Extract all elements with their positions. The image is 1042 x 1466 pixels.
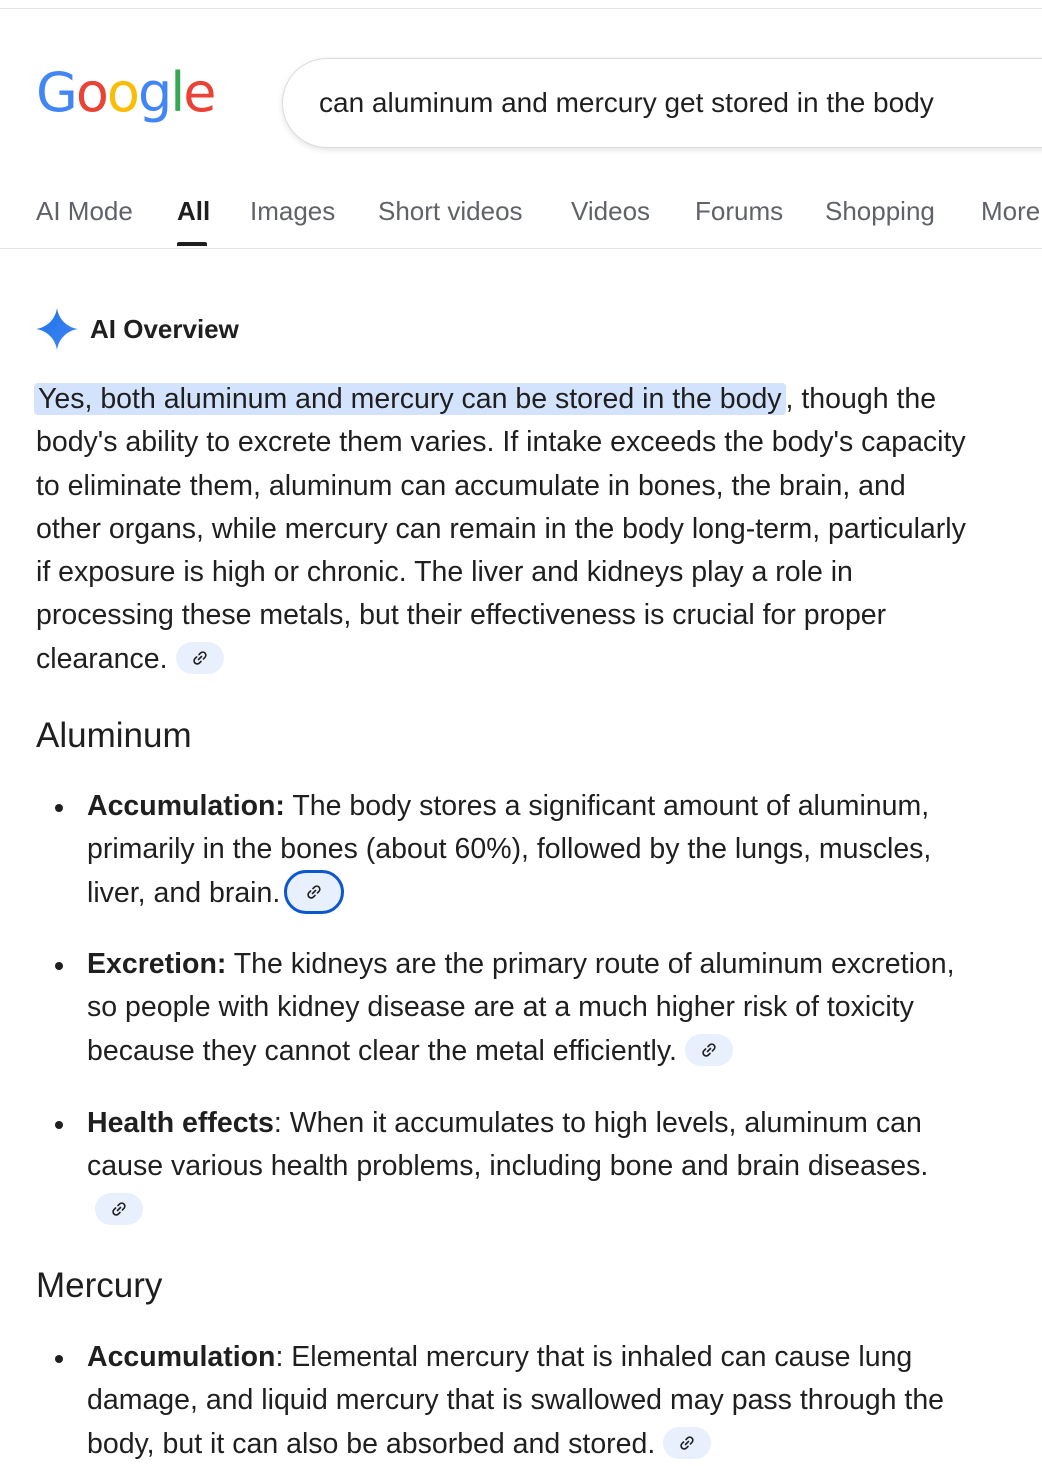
logo-letter: g [137,61,171,124]
tab-images[interactable] [250,192,336,248]
item-text: : When it accumulates to high levels, aluminum can cause various health problems, including bone and brain diseases. [87,1107,929,1183]
search-box[interactable] [282,58,1042,148]
logo-letter: l [170,61,184,124]
tabs-divider [0,248,1042,249]
item-term: Accumulation [87,1341,276,1373]
top-divider [0,8,1042,9]
aluminum-list-3 [36,1102,976,1232]
tab-all[interactable] [177,192,211,248]
logo-letter: G [36,61,76,124]
citation-button[interactable] [284,870,344,914]
ai-overview-title: AI Overview [90,314,239,344]
search-input[interactable] [319,81,1042,125]
list-item [36,785,976,916]
sparkle-icon [36,308,78,350]
google-logo[interactable] [36,61,215,124]
highlighted-answer: Yes, both aluminum and mercury can be stored in the body [34,383,786,415]
section-heading-mercury: Mercury [36,1266,163,1305]
item-term: Health effects [87,1107,274,1139]
item-term: Accumulation: [87,790,285,822]
tab-label: All [177,196,211,226]
aluminum-list [36,785,976,916]
item-text: The kidneys are the primary route of aluminum excretion, so people with kidney disease are at a much higher risk of toxicity because they cannot clear the metal efficiently. [87,948,955,1067]
section-heading-aluminum: Aluminum [36,716,192,755]
aluminum-list-2 [36,943,976,1073]
tab-forums[interactable] [695,192,783,248]
citation-button[interactable] [663,1427,711,1459]
ai-overview-content [36,378,976,1460]
intro-text: , though the body's ability to excrete them varies. If intake exceeds the body's capacity to eliminate them, aluminum can accumulate in bones, the brain, and other organs, while mercury can remain in the body long-term, particularly if exposure is high or chronic. The liver and kidneys play a role in processing these metals, but their effectiveness is crucial for proper clearance. [36,383,966,675]
link-icon [306,884,322,900]
citation-button[interactable] [176,642,224,674]
list-item [36,1102,976,1232]
item-term: Excretion: [87,948,227,980]
mercury-list [36,1336,976,1466]
active-tab-indicator [177,242,207,246]
link-icon [111,1201,127,1217]
logo-letter: e [183,61,215,124]
tab-short-videos[interactable] [378,192,530,248]
tab-ai-mode[interactable] [36,192,134,248]
tab-label: Shopping [825,196,935,226]
list-item [36,1336,976,1466]
citation-button[interactable] [95,1193,143,1225]
tab-label: Images [250,196,336,226]
logo-letter: o [106,61,138,124]
link-icon [679,1435,695,1451]
logo-letter: o [75,61,107,124]
citation-button[interactable] [685,1034,733,1066]
tab-shopping[interactable] [825,192,939,248]
tab-label: Short videos [378,196,523,226]
link-icon [701,1042,717,1058]
intro-paragraph [36,378,976,681]
tab-label: Forums [695,196,784,226]
list-item [36,943,976,1073]
link-icon [192,650,208,666]
tab-label: More [981,196,1041,226]
tab-label: Videos [571,196,651,226]
tab-more[interactable] [981,192,1042,248]
tab-videos[interactable] [571,192,653,248]
item-text: : Elemental mercury that is inhaled can cause lung damage, and liquid mercury that is swallowed may pass through the body, but it can also be absorbed and stored. [87,1341,945,1460]
tab-label: AI Mode [36,196,133,226]
item-text: The body stores a significant amount of aluminum, primarily in the bones (about 60%), followed by the lungs, muscles, liver, and brain. [87,790,932,909]
